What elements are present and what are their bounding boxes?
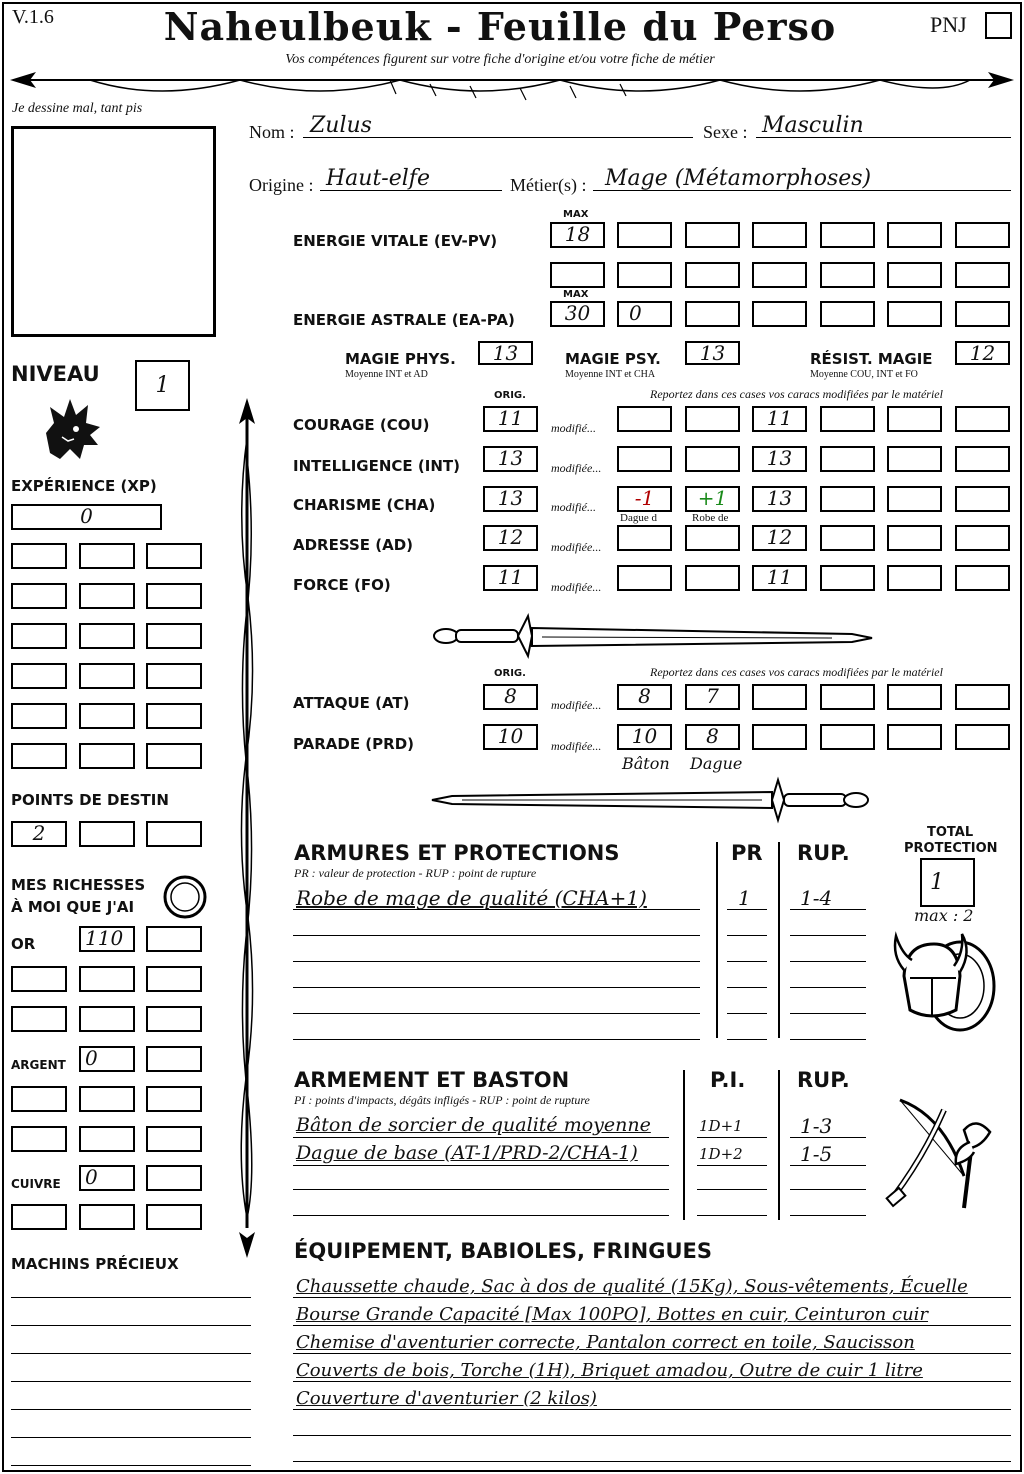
magie-phys-note: Moyenne INT et AD xyxy=(345,369,428,380)
arme-name: Bâton de sorcier de qualité moyenne xyxy=(296,1114,651,1136)
fo-cell[interactable] xyxy=(887,565,942,591)
portrait-caption: Je dessine mal, tant pis xyxy=(12,101,143,116)
ad-cell[interactable] xyxy=(955,525,1010,551)
xp-cell[interactable] xyxy=(146,743,202,769)
int-mod-box-1[interactable] xyxy=(617,446,672,472)
fo-cell[interactable] xyxy=(955,565,1010,591)
armures-note: PR : valeur de protection - RUP : point de rupture xyxy=(294,866,537,880)
portrait-box[interactable] xyxy=(11,126,216,337)
machins-line[interactable] xyxy=(11,1334,251,1354)
pnj-label: PNJ xyxy=(930,12,967,37)
at-cell[interactable] xyxy=(955,684,1010,710)
argent-cell[interactable] xyxy=(11,1126,67,1152)
or-cell[interactable] xyxy=(11,966,67,992)
richesses-label-2: À MOI QUE J'AI xyxy=(11,898,135,916)
magie-phys-label: MAGIE PHYS. xyxy=(345,350,456,368)
int-mod-label: modifiée... xyxy=(551,461,602,475)
cha-cell[interactable] xyxy=(955,486,1010,512)
machins-line[interactable] xyxy=(11,1278,251,1298)
arme-line[interactable] xyxy=(293,1166,669,1190)
armement-pi-header: P.I. xyxy=(710,1068,746,1092)
ad-cell[interactable] xyxy=(820,525,875,551)
ev-box[interactable] xyxy=(752,262,807,288)
or-cell[interactable] xyxy=(11,1006,67,1032)
armures-divider xyxy=(778,842,780,1038)
prd-cell[interactable] xyxy=(887,724,942,750)
ea-box[interactable] xyxy=(887,301,942,327)
xp-label: EXPÉRIENCE (XP) xyxy=(11,477,157,495)
at-baton-box[interactable]: 8 xyxy=(617,684,672,710)
destin-box[interactable]: 2 xyxy=(11,821,67,847)
cou-orig-box[interactable]: 11 xyxy=(483,406,538,432)
cou-final-box[interactable]: 11 xyxy=(752,406,807,432)
cuivre-label: CUIVRE xyxy=(11,1177,61,1191)
ea-box[interactable] xyxy=(820,301,875,327)
armures-title: ARMURES ET PROTECTIONS xyxy=(294,841,620,865)
niveau-box[interactable]: 1 xyxy=(135,360,190,411)
ev-box[interactable] xyxy=(820,262,875,288)
or-cell[interactable] xyxy=(146,926,202,952)
at-cell[interactable] xyxy=(820,684,875,710)
ea-current-box[interactable]: 0 xyxy=(617,301,672,327)
armure-pr-line[interactable] xyxy=(727,938,767,962)
xp-cell[interactable] xyxy=(146,703,202,729)
weapons-icon xyxy=(884,1096,1004,1212)
at-mod-label: modifiée... xyxy=(551,698,602,712)
xp-box[interactable]: 0 xyxy=(11,504,162,530)
fo-final-box[interactable]: 11 xyxy=(752,565,807,591)
armement-divider xyxy=(683,1070,685,1220)
ea-box[interactable] xyxy=(955,301,1010,327)
ea-box[interactable] xyxy=(752,301,807,327)
xp-cell[interactable] xyxy=(79,703,135,729)
machins-line[interactable] xyxy=(11,1390,251,1410)
niveau-label: NIVEAU xyxy=(11,362,100,386)
equipement-text: Chaussette chaude, Sac à dos de qualité (15Kg), Sous-vêtements, Écuelle xyxy=(296,1276,968,1297)
at-cell[interactable] xyxy=(887,684,942,710)
ev-box[interactable] xyxy=(685,262,740,288)
arme-name: Dague de base (AT-1/PRD-2/CHA-1) xyxy=(296,1142,638,1164)
nom-value: Zulus xyxy=(310,113,372,138)
ad-mod-box-1[interactable] xyxy=(617,525,672,551)
sword-icon xyxy=(432,778,872,822)
fo-mod-box-1[interactable] xyxy=(617,565,672,591)
xp-cell[interactable] xyxy=(146,663,202,689)
magie-psy-label: MAGIE PSY. xyxy=(565,350,661,368)
ev-box[interactable] xyxy=(617,262,672,288)
weapon-label-1: Bâton xyxy=(622,754,670,773)
equipement-text: Couverts de bois, Torche (1H), Briquet amadou, Outre de cuir 1 litre xyxy=(296,1360,923,1381)
pnj-checkbox[interactable] xyxy=(985,12,1012,39)
xp-cell[interactable] xyxy=(11,543,67,569)
armure-line[interactable] xyxy=(293,1016,700,1040)
or-box[interactable]: 110 xyxy=(79,926,135,952)
armure-rup: 1-4 xyxy=(800,886,833,910)
ev-box[interactable] xyxy=(752,222,807,248)
magie-phys-box[interactable]: 13 xyxy=(478,341,533,365)
xp-cell[interactable] xyxy=(79,543,135,569)
armure-rup-line[interactable] xyxy=(790,912,866,936)
cou-cell[interactable] xyxy=(820,406,875,432)
ea-max-box[interactable]: 30 xyxy=(550,301,605,327)
armure-rup-line[interactable] xyxy=(790,964,866,988)
or-cell[interactable] xyxy=(79,1006,135,1032)
equipement-text: Bourse Grande Capacité [Max 100PO], Bottes en cuir, Ceinturon cuir xyxy=(296,1304,929,1325)
argent-cell[interactable] xyxy=(146,1086,202,1112)
cou-mod-box-2[interactable] xyxy=(685,406,740,432)
arme-pi-line[interactable] xyxy=(697,1166,767,1190)
arme-pi: 1D+1 xyxy=(699,1117,743,1135)
cou-label: COURAGE (COU) xyxy=(293,416,430,434)
fo-label: FORCE (FO) xyxy=(293,576,391,594)
combat-report-note: Reportez dans ces cases vos caracs modifiées par le matériel xyxy=(650,665,943,679)
equipement-line[interactable] xyxy=(293,1412,1011,1436)
origine-value: Haut-elfe xyxy=(326,166,430,191)
resist-magie-label: RÉSIST. MAGIE xyxy=(810,350,933,368)
metier-label: Métier(s) : xyxy=(510,175,587,195)
int-cell[interactable] xyxy=(820,446,875,472)
armement-title: ARMEMENT ET BASTON xyxy=(294,1068,570,1092)
armures-divider xyxy=(716,842,718,1038)
xp-cell[interactable] xyxy=(11,663,67,689)
cuivre-cell[interactable] xyxy=(11,1204,67,1230)
xp-cell[interactable] xyxy=(11,703,67,729)
total-protection-label-2: PROTECTION xyxy=(904,841,998,856)
origine-label: Origine : xyxy=(249,175,314,195)
xp-cell[interactable] xyxy=(79,663,135,689)
weapon-label-2: Dague xyxy=(690,754,743,773)
cuivre-cell[interactable] xyxy=(79,1204,135,1230)
combat-orig-label: ORIG. xyxy=(494,668,526,679)
destin-cell[interactable] xyxy=(146,821,202,847)
ev-box[interactable] xyxy=(685,222,740,248)
cha-orig-box[interactable]: 13 xyxy=(483,486,538,512)
ev-max-label: MAX xyxy=(563,209,589,220)
caracs-orig-label: ORIG. xyxy=(494,390,526,401)
prd-baton-box[interactable]: 10 xyxy=(617,724,672,750)
ad-final-box[interactable]: 12 xyxy=(752,525,807,551)
int-orig-box[interactable]: 13 xyxy=(483,446,538,472)
cou-cell[interactable] xyxy=(887,406,942,432)
armures-rup-header: RUP. xyxy=(797,841,850,865)
armement-rup-header: RUP. xyxy=(797,1068,850,1092)
sexe-label: Sexe : xyxy=(703,122,748,142)
xp-cell[interactable] xyxy=(11,623,67,649)
armure-rup-line[interactable] xyxy=(790,938,866,962)
armure-line[interactable] xyxy=(293,938,700,962)
caracs-report-note: Reportez dans ces cases vos caracs modifiées par le matériel xyxy=(650,387,943,401)
armure-line[interactable] xyxy=(293,964,700,988)
machins-line[interactable] xyxy=(11,1362,251,1382)
int-final-box[interactable]: 13 xyxy=(752,446,807,472)
xp-cell[interactable] xyxy=(79,743,135,769)
resist-magie-box[interactable]: 12 xyxy=(955,341,1010,365)
equipement-text: Chemise d'aventurier correcte, Pantalon correct en toile, Saucisson xyxy=(296,1332,915,1353)
prd-dague-box[interactable]: 8 xyxy=(685,724,740,750)
equipement-title: ÉQUIPEMENT, BABIOLES, FRINGUES xyxy=(294,1239,712,1263)
richesses-label: MES RICHESSES xyxy=(11,876,146,894)
spear-icon xyxy=(232,398,262,1258)
ev-box[interactable] xyxy=(955,262,1010,288)
ev-label: ENERGIE VITALE (EV-PV) xyxy=(293,232,498,250)
argent-cell[interactable] xyxy=(79,1126,135,1152)
argent-cell[interactable] xyxy=(79,1086,135,1112)
ad-orig-box[interactable]: 12 xyxy=(483,525,538,551)
xp-cell[interactable] xyxy=(11,743,67,769)
equipement-line[interactable] xyxy=(293,1438,1011,1462)
destin-label: POINTS DE DESTIN xyxy=(11,791,169,809)
argent-label: ARGENT xyxy=(11,1058,66,1072)
xp-cell[interactable] xyxy=(146,543,202,569)
ev-box[interactable] xyxy=(820,222,875,248)
machins-line[interactable] xyxy=(11,1418,251,1438)
cuivre-box[interactable]: 0 xyxy=(79,1165,135,1191)
ea-box[interactable] xyxy=(685,301,740,327)
dragon-icon xyxy=(40,393,106,463)
version-label: V.1.6 xyxy=(12,6,54,28)
int-mod-box-2[interactable] xyxy=(685,446,740,472)
argent-cell[interactable] xyxy=(11,1086,67,1112)
cuivre-cell[interactable] xyxy=(146,1165,202,1191)
armure-rup-line[interactable] xyxy=(790,990,866,1014)
arme-rup-line[interactable] xyxy=(790,1166,866,1190)
prd-orig-box[interactable]: 10 xyxy=(483,724,538,750)
arme-pi-line[interactable] xyxy=(697,1192,767,1216)
cha-mod-box-2[interactable]: +1 xyxy=(685,486,740,512)
resist-magie-note: Moyenne COU, INT et FO xyxy=(810,369,918,380)
prd-cell[interactable] xyxy=(752,724,807,750)
cou-cell[interactable] xyxy=(955,406,1010,432)
arme-line[interactable] xyxy=(293,1192,669,1216)
metier-value: Mage (Métamorphoses) xyxy=(605,166,872,191)
at-label: ATTAQUE (AT) xyxy=(293,694,410,712)
xp-cell[interactable] xyxy=(146,623,202,649)
int-cell[interactable] xyxy=(955,446,1010,472)
prd-mod-label: modifiée... xyxy=(551,739,602,753)
ev-box[interactable] xyxy=(887,222,942,248)
cha-label: CHARISME (CHA) xyxy=(293,496,436,514)
ev-box[interactable] xyxy=(617,222,672,248)
nom-label: Nom : xyxy=(249,122,295,142)
armement-note: PI : points d'impacts, dégâts infligés - RUP : point de rupture xyxy=(294,1093,590,1107)
at-dague-box[interactable]: 7 xyxy=(685,684,740,710)
helmet-shield-icon xyxy=(890,930,1000,1036)
equipement-text: Couverture d'aventurier (2 kilos) xyxy=(296,1388,597,1409)
ev-max-box[interactable]: 18 xyxy=(550,222,605,248)
ev-box[interactable] xyxy=(887,262,942,288)
armement-divider xyxy=(778,1070,780,1220)
fo-mod-label: modifiée... xyxy=(551,580,602,594)
magie-psy-note: Moyenne INT et CHA xyxy=(565,369,656,380)
at-orig-box[interactable]: 8 xyxy=(483,684,538,710)
ad-label: ADRESSE (AD) xyxy=(293,536,414,554)
cuivre-cell[interactable] xyxy=(146,1204,202,1230)
argent-cell[interactable] xyxy=(146,1046,202,1072)
or-cell[interactable] xyxy=(146,1006,202,1032)
armure-pr-line[interactable] xyxy=(727,1016,767,1040)
fo-cell[interactable] xyxy=(820,565,875,591)
protection-max: max : 2 xyxy=(914,906,974,925)
arme-rup: 1-3 xyxy=(800,1114,833,1138)
ea-max-label: MAX xyxy=(563,289,589,300)
int-cell[interactable] xyxy=(887,446,942,472)
armure-pr-line[interactable] xyxy=(727,964,767,988)
machins-line[interactable] xyxy=(11,1306,251,1326)
armure-rup-line[interactable] xyxy=(790,1016,866,1040)
or-cell[interactable] xyxy=(146,966,202,992)
cha-note-2: Robe de xyxy=(692,512,729,524)
or-cell[interactable] xyxy=(79,966,135,992)
total-protection-label: TOTAL xyxy=(927,825,974,840)
arme-rup-line[interactable] xyxy=(790,1192,866,1216)
armure-pr-line[interactable] xyxy=(727,990,767,1014)
ad-cell[interactable] xyxy=(887,525,942,551)
coin-icon xyxy=(162,874,208,920)
armure-name: Robe de mage de qualité (CHA+1) xyxy=(296,886,647,910)
total-protection-box[interactable]: 1 xyxy=(920,858,975,907)
cou-mod-box-1[interactable] xyxy=(617,406,672,432)
xp-cell[interactable] xyxy=(146,583,202,609)
fo-mod-box-2[interactable] xyxy=(685,565,740,591)
sexe-value: Masculin xyxy=(762,113,864,138)
cha-note-1: Dague d xyxy=(620,512,657,524)
arme-pi: 1D+2 xyxy=(699,1145,743,1163)
cou-mod-label: modifié... xyxy=(551,421,596,435)
cha-mod-box-1[interactable]: -1 xyxy=(617,486,672,512)
cha-cell[interactable] xyxy=(887,486,942,512)
xp-cell[interactable] xyxy=(79,583,135,609)
armure-pr: 1 xyxy=(738,886,751,910)
sword-icon xyxy=(432,612,872,656)
prd-cell[interactable] xyxy=(820,724,875,750)
ea-label: ENERGIE ASTRALE (EA-PA) xyxy=(293,311,515,329)
machins-label: MACHINS PRÉCIEUX xyxy=(11,1255,179,1273)
cha-mod-label: modifié... xyxy=(551,500,596,514)
cha-final-box[interactable]: 13 xyxy=(752,486,807,512)
at-cell[interactable] xyxy=(752,684,807,710)
sheet-subtitle: Vos compétences figurent sur votre fiche d'origine et/ou votre fiche de métier xyxy=(285,52,715,67)
machins-line[interactable] xyxy=(11,1446,251,1466)
armures-pr-header: PR xyxy=(731,841,763,865)
ad-mod-box-2[interactable] xyxy=(685,525,740,551)
xp-cell[interactable] xyxy=(79,623,135,649)
argent-box[interactable]: 0 xyxy=(79,1046,135,1072)
spear-divider-icon xyxy=(10,66,1014,102)
prd-cell[interactable] xyxy=(955,724,1010,750)
prd-label: PARADE (PRD) xyxy=(293,735,415,753)
fo-orig-box[interactable]: 11 xyxy=(483,565,538,591)
magie-psy-box[interactable]: 13 xyxy=(685,341,740,365)
ev-box[interactable] xyxy=(550,262,605,288)
ad-mod-label: modifiée... xyxy=(551,540,602,554)
armure-pr-line[interactable] xyxy=(727,912,767,936)
argent-cell[interactable] xyxy=(146,1126,202,1152)
int-label: INTELLIGENCE (INT) xyxy=(293,457,460,475)
destin-cell[interactable] xyxy=(79,821,135,847)
armure-line[interactable] xyxy=(293,990,700,1014)
armure-line[interactable] xyxy=(293,912,700,936)
sheet-title: Naheulbeuk - Feuille du Perso xyxy=(163,4,837,49)
ev-box[interactable] xyxy=(955,222,1010,248)
cha-cell[interactable] xyxy=(820,486,875,512)
arme-rup: 1-5 xyxy=(800,1142,833,1166)
or-label: OR xyxy=(11,935,36,953)
xp-cell[interactable] xyxy=(11,583,67,609)
